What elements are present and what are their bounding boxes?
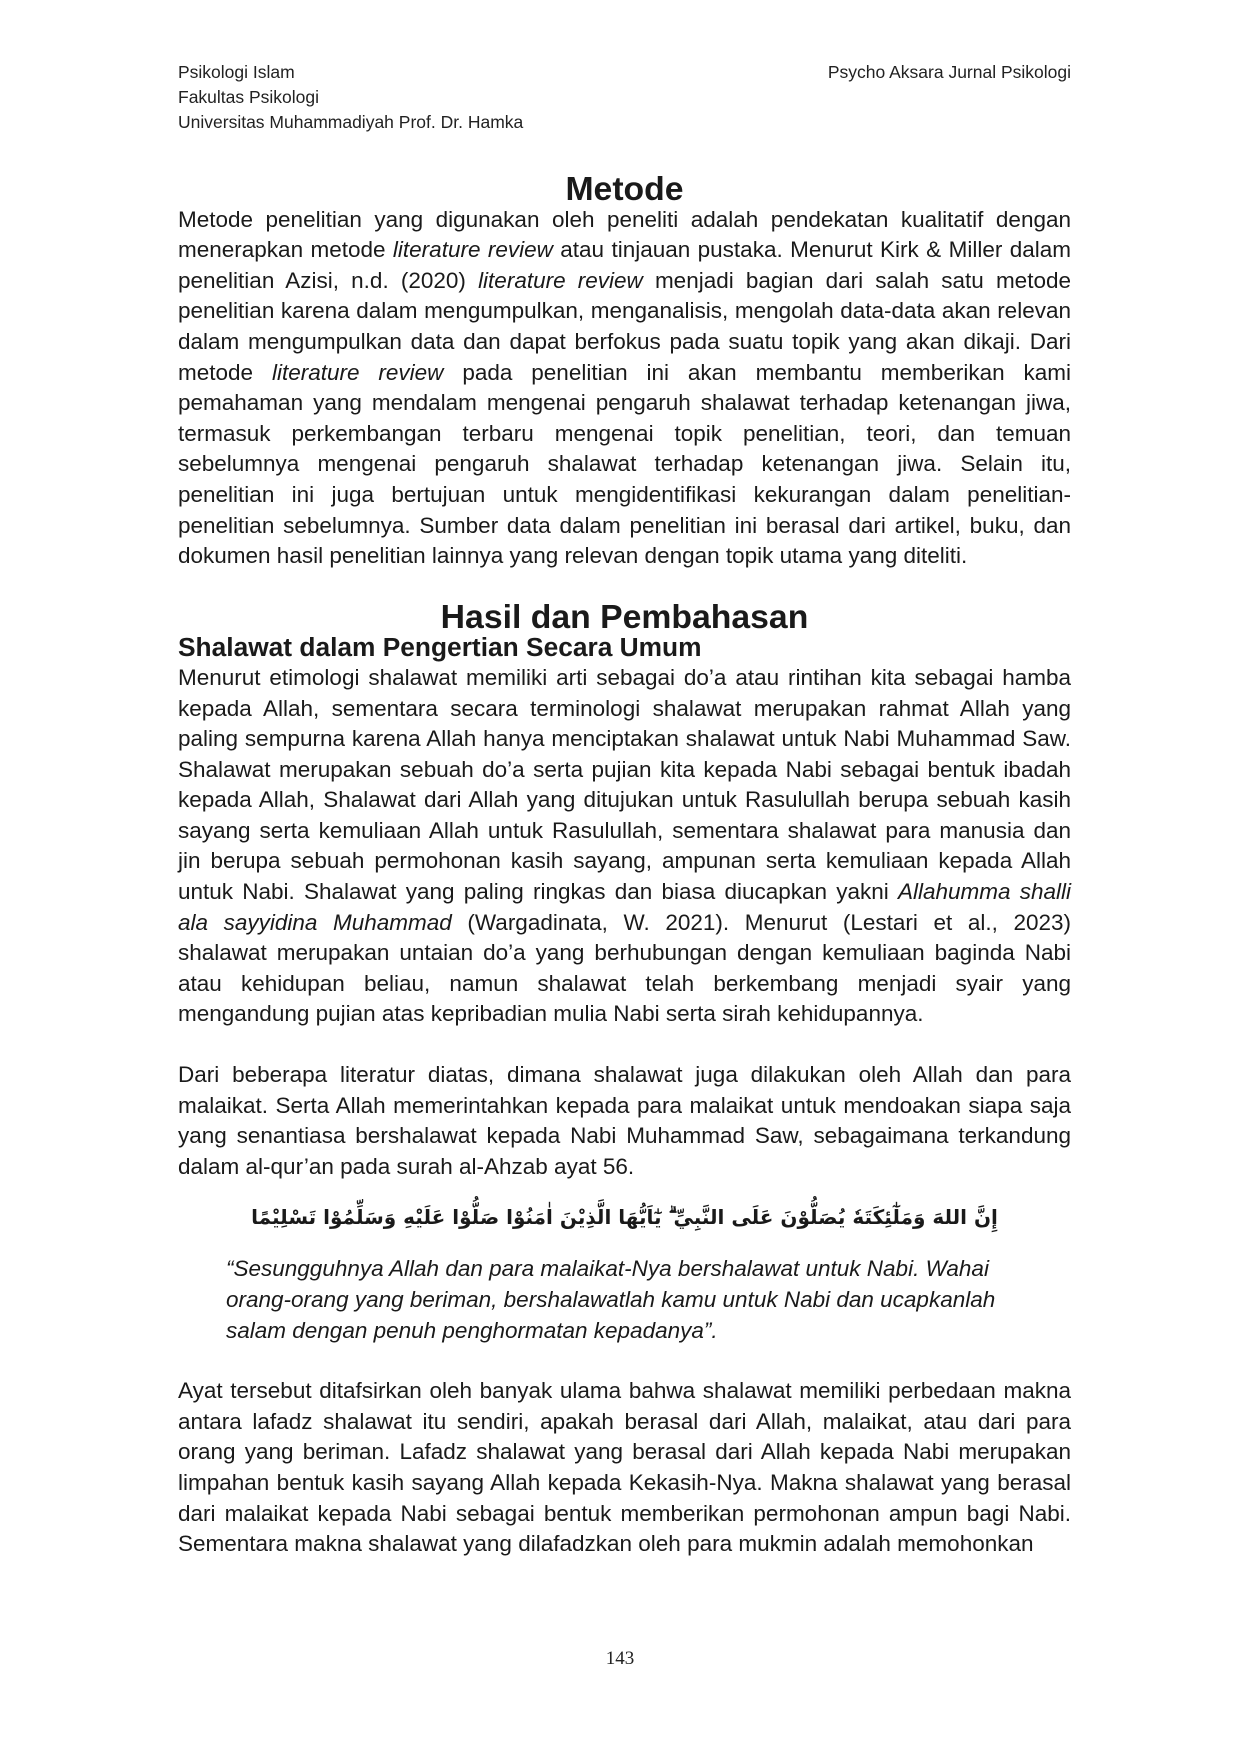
header-affiliation bbox=[178, 60, 523, 135]
section-title-metode: Metode bbox=[565, 170, 684, 208]
text-run: pada penelitian ini akan membantu memberikan kami pemahaman yang mendalam mengenai pengaruh shalawat terhadap ketenangan jiwa, termasuk perkembangan terbaru mengenai topik penelitian, teori, dan temuan sebelumnya mengenai pengaruh shalawat terhadap ketenangan jiwa. Selain itu, penelitian ini juga bertujuan untuk mengidentifikasi kekurangan dalam penelitian-penelitian sebelumnya. Sumber data dalam penelitian ini berasal dari artikel, buku, dan dokumen hasil penelitian lainnya yang relevan dengan topik utama yang diteliti. bbox=[178, 359, 1071, 569]
header-line-program: Psikologi Islam bbox=[178, 62, 295, 82]
text-run: Metode penelitian yang digunakan oleh peneliti adalah pendekatan kualitatif dengan menerapkan metode bbox=[178, 206, 1071, 263]
text-run: menjadi bagian dari salah satu metode penelitian karena dalam mengumpulkan, menganalisis, mengolah data-data akan relevan dalam mengumpulkan data dan dapat berfokus pada suatu topik yang akan dikaji. Dari metode bbox=[178, 267, 1071, 385]
arabic-verse: إِنَّ اللهَ وَمَلٰٓئِكَتَهٗ يُصَلُّوْنَ عَلَى النَّبِيِّ ۗ يٰٓاَيُّهَا الَّذِيْنَ اٰمَنُوْا صَلُّوْا عَلَيْهِ وَسَلِّمُوْا تَسْلِيْمًا bbox=[251, 1205, 998, 1230]
paragraph-literature: Dari beberapa literatur diatas, dimana shalawat juga dilakukan oleh Allah dan para malaikat. Serta Allah memerintahkan kepada para malaikat untuk mendoakan siapa saja yang senantiasa bershalawat kepada Nabi Muhammad Saw, sebagaimana terkandung dalam al-qur’an pada surah al-Ahzab ayat 56. bbox=[178, 1062, 1071, 1179]
paragraph-metode bbox=[178, 205, 1071, 572]
page-number: 143 bbox=[605, 1648, 635, 1669]
text-run: Menurut etimologi shalawat memiliki arti sebagai do’a atau rintihan kita sebagai hamba kepada Allah, sementara secara terminologi shalawat merupakan rahmat Allah yang paling sempurna karena Allah hanya menciptakan shalawat untuk Nabi Muhammad Saw. Shalawat merupakan sebuah do’a serta pujian kita kepada Nabi sebagai bentuk ibadah kepada Allah, Shalawat dari Allah yang ditujukan untuk Rasulullah berupa sebuah kasih sayang serta kemuliaan Allah untuk Rasulullah, sementara shalawat para manusia dan jin berupa sebuah permohonan kasih sayang, ampunan serta kemuliaan kepada Allah untuk Nabi. Shalawat yang paling ringkas dan biasa diucapkan yakni bbox=[178, 664, 1071, 905]
italic-term: literature review bbox=[478, 267, 643, 293]
spacer bbox=[178, 1030, 1071, 1060]
section-title-hasil: Hasil dan Pembahasan bbox=[440, 597, 809, 636]
spacer bbox=[178, 1346, 1071, 1376]
text-run: (Wargadinata, W. 2021). Menurut (Lestari et al., 2023) shalawat merupakan untaian do’a yang berhubungan dengan kemuliaan baginda Nabi atau kehidupan beliau, namun shalawat telah berkembang menjadi syair yang mengandung pujian atas kepribadian mulia Nabi serta sirah kehidupannya. bbox=[178, 909, 1071, 1027]
italic-term: literature review bbox=[271, 359, 444, 385]
header-line-university: Universitas Muhammadiyah Prof. Dr. Hamka bbox=[178, 112, 524, 132]
header-line-faculty: Fakultas Psikologi bbox=[178, 87, 320, 107]
subsection-title: Shalawat dalam Pengertian Secara Umum bbox=[178, 632, 702, 663]
italic-term: literature review bbox=[392, 237, 553, 263]
text-run: atau tinjauan pustaka. Menurut Kirk & Miller dalam penelitian Azisi, n.d. (2020) bbox=[178, 237, 1071, 293]
page-content bbox=[178, 170, 1071, 1560]
paragraph-interpretation: Ayat tersebut ditafsirkan oleh banyak ulama bahwa shalawat memiliki perbedaan makna antara lafadz shalawat itu sendiri, apakah berasal dari Allah, malaikat, atau dari para orang yang beriman. Lafadz shalawat yang berasal dari Allah kepada Nabi merupakan limpahan bentuk kasih sayang Allah kepada Kekasih-Nya. Makna shalawat yang berasal dari malaikat kepada Nabi sebagai bentuk memberikan permohonan ampun bagi Nabi. Sementara makna shalawat yang dilafadzkan oleh para mukmin adalah memohonkan bbox=[178, 1378, 1071, 1557]
verse-translation-quote: “Sesungguhnya Allah dan para malaikat-Nya bershalawat untuk Nabi. Wahai orang-orang yang beriman, bershalawatlah kamu untuk Nabi dan ucapkanlah salam dengan penuh penghormatan kepadanya”. bbox=[226, 1256, 996, 1343]
header-journal-name: Psycho Aksara Jurnal Psikologi bbox=[827, 62, 1071, 82]
italic-phrase: Allahumma shalli ala sayyidina Muhammad bbox=[178, 879, 1071, 935]
paragraph-definition bbox=[178, 663, 1071, 1030]
